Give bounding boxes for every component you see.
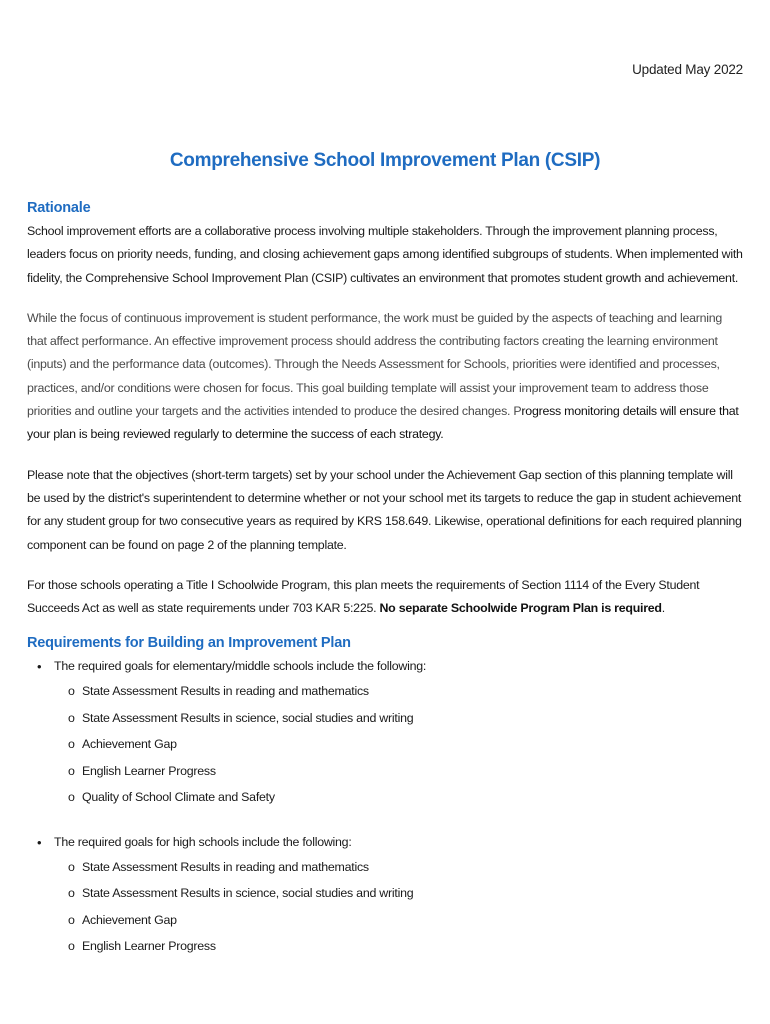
elementary-middle-goals-list [54, 678, 743, 811]
period-text: . [661, 601, 665, 616]
rationale-heading: Rationale [27, 200, 91, 216]
goal-item: English Learner Progress [82, 939, 216, 954]
rationale-paragraph-2-text: While the focus of continuous improvement is student performance, the work must be guided by the aspects of teaching and learning that affect performance. An effective improvement process should address the contributing factors creating the learning environment (inputs) and the performance data (outcomes). Through the Needs Assessment for Schools, priorities were identified and processes, practices, and/or conditions were chosen for focus. This goal building template will assist your improvement team to address those priorities and outline your targets and the activities intended to produce the desired changes. P [27, 310, 723, 419]
requirements-heading: Requirements for Building an Improvement Plan [27, 635, 351, 652]
sub-bullet-icon: o [68, 790, 75, 805]
list-item [54, 678, 743, 705]
sub-bullet-icon: o [68, 912, 75, 927]
elementary-middle-goals-label: The required goals for elementary/middle schools include the following: [54, 659, 427, 674]
list-item [27, 831, 743, 960]
list-item [27, 655, 743, 811]
document-body [27, 196, 743, 960]
sub-bullet-icon: o [68, 710, 75, 725]
list-item [54, 758, 743, 785]
sub-bullet-icon: o [68, 886, 75, 901]
page-title: Comprehensive School Improvement Plan (CSIP) [169, 150, 601, 171]
sub-bullet-icon: o [68, 737, 75, 752]
rationale-paragraph-1: School improvement efforts are a collaborative process involving multiple stakeholders. Through the improvement planning process, leaders focus on priority needs, funding, and closing achievement gaps among identified subgroups of students. When implemented with fidelity, the Comprehensive School Improvement Plan (CSIP) cultivates an environment that promotes student growth and achievement. [27, 224, 743, 285]
bullet-icon: • [37, 834, 42, 850]
sub-bullet-icon: o [68, 684, 75, 699]
goal-item: State Assessment Results in science, social studies and writing [82, 886, 414, 901]
sub-bullet-icon: o [68, 763, 75, 778]
goal-item: State Assessment Results in reading and mathematics [82, 859, 369, 874]
requirements-list [27, 655, 743, 960]
goal-item: Quality of School Climate and Safety [82, 790, 275, 805]
goal-item: Achievement Gap [82, 912, 177, 927]
no-separate-plan-text: No separate Schoolwide Program Plan is required [379, 601, 662, 616]
updated-date: Updated May 2022 [632, 62, 743, 77]
list-item [54, 933, 743, 960]
sub-bullet-icon: o [68, 939, 75, 954]
goal-item: State Assessment Results in science, social studies and writing [82, 710, 414, 725]
list-item [54, 784, 743, 811]
progress-monitoring-text: rogress monitoring details will ensure that your plan is being reviewed regularly to determine the success of each strategy. [27, 404, 739, 442]
list-item [54, 880, 743, 907]
sub-bullet-icon: o [68, 859, 75, 874]
list-item [54, 854, 743, 881]
bullet-icon: • [37, 659, 42, 675]
high-school-goals-list [54, 854, 743, 960]
rationale-paragraph-2 [27, 307, 743, 447]
high-school-goals-label: The required goals for high schools include the following: [54, 834, 352, 849]
list-item [54, 731, 743, 758]
rationale-paragraph-4 [27, 574, 743, 621]
goal-item: Achievement Gap [82, 737, 177, 752]
goal-item: English Learner Progress [82, 763, 216, 778]
list-item [54, 705, 743, 732]
spacer [27, 811, 743, 831]
goal-item: State Assessment Results in reading and mathematics [82, 684, 369, 699]
rationale-paragraph-3: Please note that the objectives (short-term targets) set by your school under the Achievement Gap section of this planning template will be used by the district's superintendent to determine whether or not your school met its targets to reduce the gap in student achievement for any student group for two consecutive years as required by KRS 158.649. Likewise, operational definitions for each required planning component can be found on page 2 of the planning template. [27, 467, 742, 552]
list-item [54, 907, 743, 934]
title-one-text: For those schools operating a Title I Schoolwide Program, this plan meets the requirements of Section 1114 of the Every Student Succeeds Act as well as state requirements under 703 KAR 5:225. [27, 577, 700, 616]
